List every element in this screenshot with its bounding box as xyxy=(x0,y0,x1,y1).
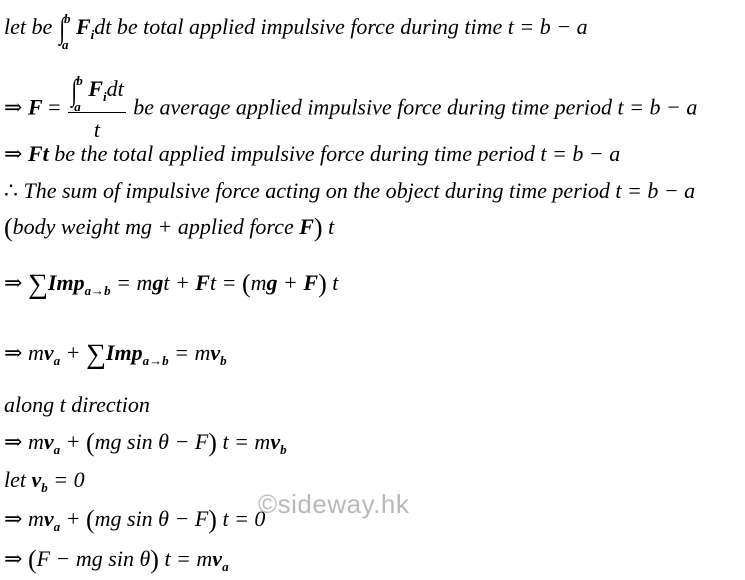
dt-symbol: dt xyxy=(106,76,124,101)
text-description: dt be total applied impulsive force during time xyxy=(94,14,508,39)
impulse-subscript: a→b xyxy=(84,283,111,298)
text-description: be average applied impulsive force during time period xyxy=(127,94,618,120)
time-equation: t = b − a xyxy=(507,14,588,39)
equation-line-10 xyxy=(4,467,85,501)
equation-line-11 xyxy=(4,506,265,540)
close-paren: ) xyxy=(208,428,217,457)
text-description: The sum of impulsive force acting on the object during time period xyxy=(23,178,616,203)
integral-upper-limit: b xyxy=(76,73,83,88)
equation-line-1 xyxy=(4,11,588,52)
integral-sign-icon: ∫ xyxy=(71,74,78,107)
plus-symbol: + xyxy=(60,429,86,454)
integral-limits xyxy=(74,73,88,114)
implies-symbol: ⇒ xyxy=(4,94,28,120)
implies-symbol: ⇒ xyxy=(4,340,28,365)
close-paren: ) xyxy=(208,505,217,534)
force-symbol: F xyxy=(195,270,210,295)
impulse-subscript: a→b xyxy=(142,353,169,368)
velocity-subscript: a xyxy=(53,442,61,457)
equals-zero: = 0 xyxy=(47,467,85,492)
implies-symbol: ⇒ xyxy=(4,506,28,531)
force-symbol: F xyxy=(299,214,314,239)
velocity-symbol: v xyxy=(270,429,281,454)
force-symbol: F xyxy=(27,94,43,120)
equals-symbol: = xyxy=(42,94,67,120)
equation-line-3 xyxy=(4,141,620,167)
velocity-symbol: v xyxy=(43,429,54,454)
open-paren: ( xyxy=(241,269,251,298)
implies-symbol: ⇒ xyxy=(4,141,28,166)
equation-line-9 xyxy=(4,429,287,463)
sum-sign-icon: ∑ xyxy=(27,269,48,300)
time-equals-mass: t = m xyxy=(158,546,213,571)
equation-line-2 xyxy=(4,73,698,143)
sum-sign-icon: ∑ xyxy=(85,339,106,370)
equation-line-5 xyxy=(4,214,334,241)
velocity-subscript: b xyxy=(220,353,227,368)
close-paren: ) xyxy=(150,545,159,574)
mass-symbol: m xyxy=(27,340,44,365)
time-equals-mass: t = m xyxy=(216,429,271,454)
text-let-be: let be xyxy=(4,14,58,39)
plus-symbol: + xyxy=(60,340,86,365)
equation-line-4 xyxy=(4,178,695,204)
text-let: let xyxy=(4,467,32,492)
watermark: ©sideway.hk xyxy=(258,489,410,519)
velocity-symbol: v xyxy=(212,546,223,571)
close-paren: ) xyxy=(318,269,327,298)
fraction xyxy=(68,73,126,143)
text-description: be the total applied impulsive force during time period xyxy=(48,141,541,166)
inner-expression: F − mg sin θ xyxy=(36,546,151,571)
time-equals-zero: t = 0 xyxy=(216,506,266,531)
equation-line-7 xyxy=(4,340,227,374)
mass-symbol: m xyxy=(250,270,267,295)
time-equation: t = b − a xyxy=(540,141,621,166)
open-paren: ( xyxy=(85,428,95,457)
fraction-denominator: t xyxy=(93,117,100,142)
integral-lower-limit: a xyxy=(74,99,81,114)
equation-line-6 xyxy=(4,270,338,304)
implies-symbol: ⇒ xyxy=(4,546,28,571)
gravity-symbol: g xyxy=(266,270,278,295)
fraction-numerator xyxy=(68,73,126,114)
open-paren: ( xyxy=(27,545,37,574)
force-subscript: i xyxy=(102,89,107,104)
time-equation: t = b − a xyxy=(615,178,696,203)
time-symbol: t xyxy=(326,270,339,295)
velocity-subscript: a xyxy=(53,519,61,534)
velocity-symbol: v xyxy=(210,340,221,365)
force-symbol: F xyxy=(75,14,91,39)
open-paren: ( xyxy=(85,505,95,534)
mass-symbol: m xyxy=(27,506,44,531)
velocity-subscript: b xyxy=(41,480,48,495)
force-subscript: i xyxy=(90,27,95,42)
time-equation: t = b − a xyxy=(617,94,698,120)
velocity-symbol: v xyxy=(43,506,54,531)
time-equals: t = xyxy=(209,270,242,295)
impulse-symbol: Imp xyxy=(105,340,143,365)
velocity-symbol: v xyxy=(31,467,42,492)
integral-limits xyxy=(61,11,76,52)
text-description: body weight mg + applied force xyxy=(12,214,300,239)
open-paren: ( xyxy=(4,213,13,242)
integral-upper-limit: b xyxy=(63,11,71,26)
implies-symbol: ⇒ xyxy=(4,429,28,454)
equals-mass: = m xyxy=(168,340,211,365)
plus-symbol: + xyxy=(60,506,86,531)
impulse-symbol: Imp xyxy=(47,270,85,295)
time-plus: t + xyxy=(163,270,196,295)
integral-sign-icon: ∫ xyxy=(58,12,65,45)
gravity-symbol: g xyxy=(152,270,164,295)
therefore-symbol: ∴ xyxy=(4,178,24,203)
inner-expression: mg sin θ − F xyxy=(94,429,209,454)
equals-mass: = m xyxy=(110,270,153,295)
force-symbol: F xyxy=(88,76,103,101)
force-symbol: F xyxy=(303,270,319,295)
time-symbol: t xyxy=(322,214,335,239)
text-description: along t direction xyxy=(4,392,150,417)
velocity-symbol: v xyxy=(43,340,54,365)
inner-expression: mg sin θ − F xyxy=(94,506,209,531)
plus-symbol: + xyxy=(277,270,304,295)
integral-lower-limit: a xyxy=(61,37,69,52)
implies-symbol: ⇒ xyxy=(4,270,28,295)
velocity-subscript: a xyxy=(222,559,229,574)
velocity-subscript: b xyxy=(280,442,287,457)
equation-line-8 xyxy=(4,392,150,418)
total-force-symbol: Ft xyxy=(27,141,49,166)
equation-line-12 xyxy=(4,546,229,580)
close-paren: ) xyxy=(313,213,323,242)
mass-symbol: m xyxy=(27,429,44,454)
velocity-subscript: a xyxy=(53,353,61,368)
